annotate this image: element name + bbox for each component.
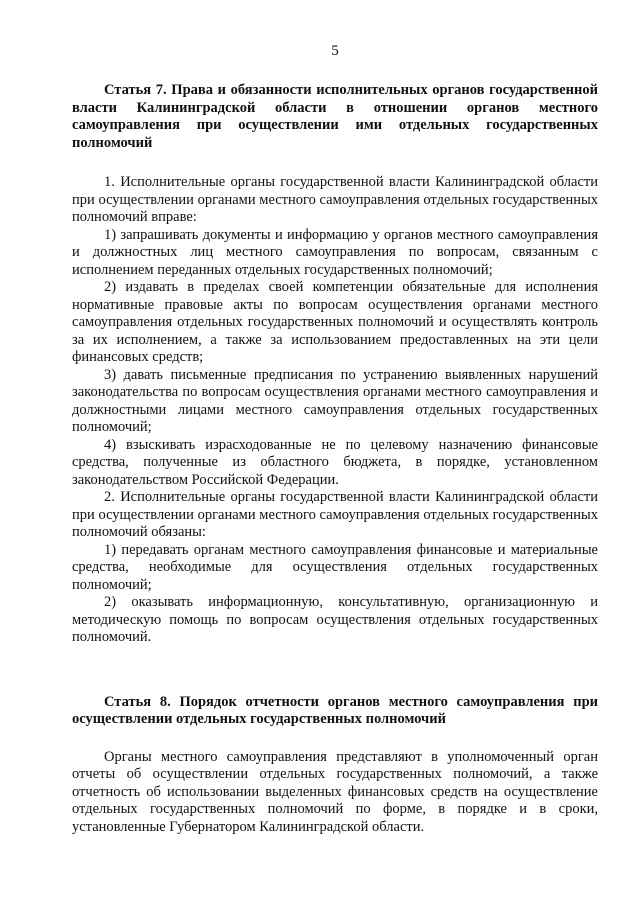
article-7-paragraph: 4) взыскивать израсходованные не по целевому назначению финансовые средства, полученные из областного бюджета, в порядке, установленном законодательством Российской Федерации. <box>72 436 598 488</box>
spacer <box>72 647 598 694</box>
article-7-paragraph: 2) оказывать информационную, консультативную, организационную и методическую помощь по вопросам осуществления отдельных государственных полномочий. <box>72 594 598 645</box>
article-8-heading: Статья 8. Порядок отчетности органов местного самоуправления при осуществлении отдельных государственных полномочий <box>72 693 598 727</box>
article-7-paragraph: 3) давать письменные предписания по устранению выявленных нарушений законодательства по вопросам осуществления органами местного самоуправления и должностными лицами местного самоуправления отдельных государственных полномочий; <box>72 366 598 435</box>
spacer <box>72 729 598 749</box>
article-7-heading: Статья 7. Права и обязанности исполнительных органов государственной власти Калининградской области в отношении органов местного самоуправления при осуществлении ими отдельных государственных полномочий <box>72 82 598 151</box>
article-7-paragraph: 1. Исполнительные органы государственной власти Калининградской области при осуществлении органами местного самоуправления отдельных государственных полномочий вправе: <box>72 174 598 225</box>
article-7-paragraph: 1) передавать органам местного самоуправления финансовые и материальные средства, необходимые для осуществления отдельных государственных полномочий; <box>72 541 598 593</box>
document-page <box>72 42 598 836</box>
article-8-paragraph: Органы местного самоуправления представляют в уполномоченный орган отчеты об осуществлении отдельных государственных полномочий, а также отчетность об использовании выделенных финансовых средств на осуществление отдельных государственных полномочий по форме, в порядке и в сроки, установленные Губернатором Калининградской области. <box>72 748 598 835</box>
article-7-paragraph: 1) запрашивать документы и информацию у органов местного самоуправления и должностных лиц местного самоуправления по вопросам, связанным с исполнением переданных отдельных государственных полномочий; <box>72 226 598 278</box>
page-number: 5 <box>331 43 339 59</box>
article-7-paragraph: 2) издавать в пределах своей компетенции обязательные для исполнения нормативные правовые акты по вопросам осуществления органами местного самоуправления отдельных государственных полномочий и осуществлять контроль за их исполнением, а также за использованием предоставленных на эти цели финансовых средств; <box>72 279 598 365</box>
article-7-paragraph: 2. Исполнительные органы государственной власти Калининградской области при осуществлении органами местного самоуправления отдельных государственных полномочий обязаны: <box>72 489 598 540</box>
spacer <box>72 152 598 174</box>
